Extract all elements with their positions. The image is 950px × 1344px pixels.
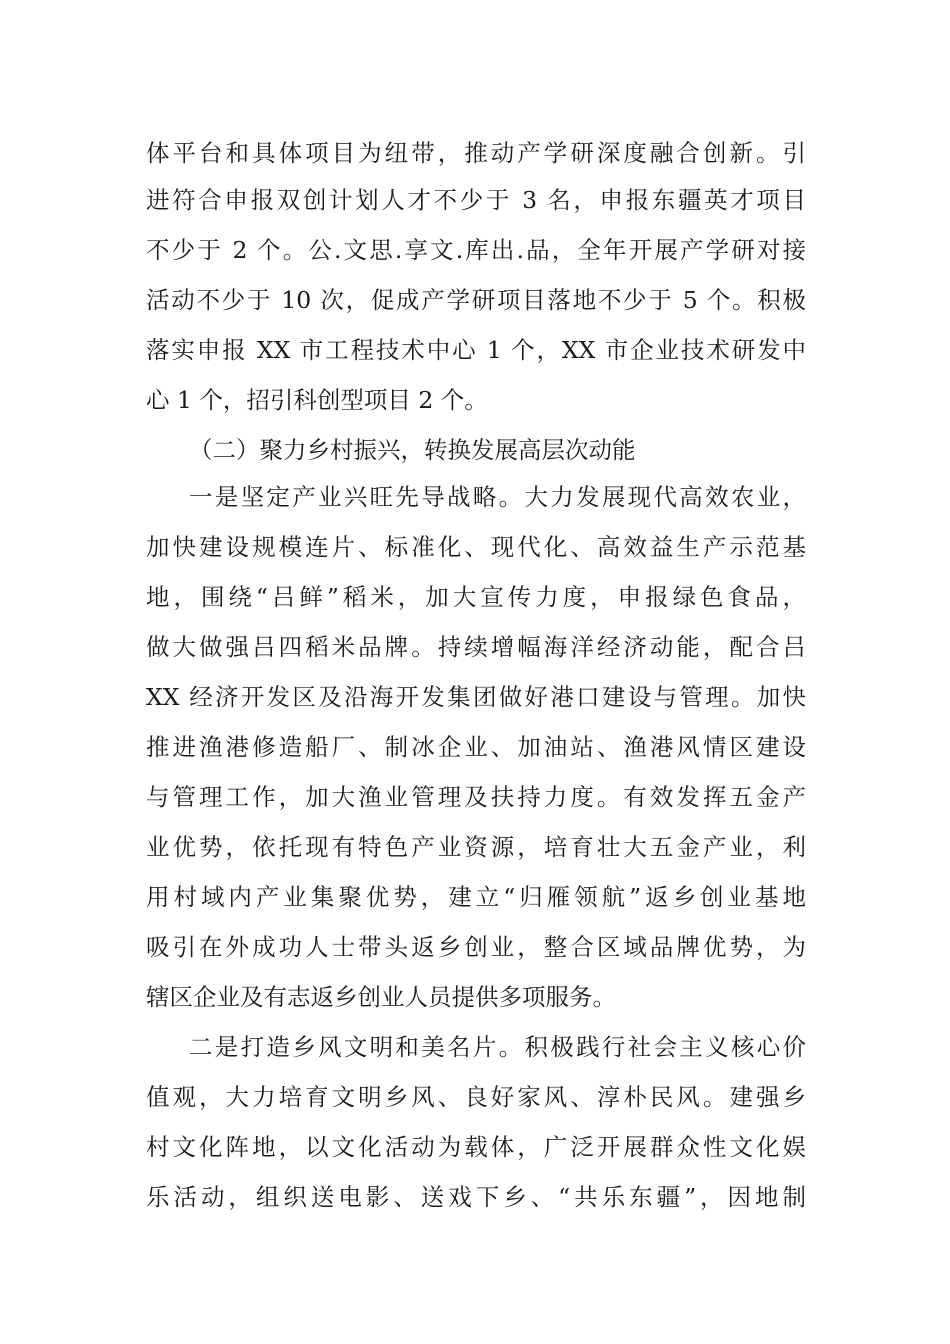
text-line: 乐活动，组织送电影、送戏下乡、“共乐东疆”，因地制 [146,1183,806,1211]
text-line: 做大做强吕四稻米品牌。持续增幅海洋经济动能，配合吕 [146,633,806,661]
text-line: 村文化阵地，以文化活动为载体，广泛开展群众性文化娱 [146,1133,806,1161]
text-line: 与管理工作，加大渔业管理及扶持力度。有效发挥五金产 [146,783,806,811]
text-line: 体平台和具体项目为纽带，推动产学研深度融合创新。引 [146,139,806,167]
text-line: 业优势，依托现有特色产业资源，培育壮大五金产业，利 [146,833,806,861]
text-line: 辖区企业及有志返乡创业人员提供多项服务。 [146,983,616,1011]
text-line: 进符合申报双创计划人才不少于 3 名，申报东疆英才项目 [146,186,806,214]
text-line: 吸引在外成功人士带头返乡创业，整合区域品牌优势，为 [146,933,806,961]
text-line: 二是打造乡风文明和美名片。积极践行社会主义核心价 [189,1033,806,1061]
section-heading: （二）聚力乡村振兴，转换发展高层次动能 [189,436,636,464]
text-line: 值观，大力培育文明乡风、良好家风、淳朴民风。建强乡 [146,1083,806,1111]
text-line: 推进渔港修造船厂、制冰企业、加油站、渔港风情区建设 [146,733,806,761]
text-line: 活动不少于 10 次，促成产学研项目落地不少于 5 个。积极 [146,286,806,314]
text-line: 加快建设规模连片、标准化、现代化、高效益生产示范基 [146,533,806,561]
text-line: 不少于 2 个。公.文思.享文.库出.品，全年开展产学研对接 [146,236,806,264]
text-line: 用村域内产业集聚优势，建立“归雁领航”返乡创业基地 [146,883,806,911]
text-line: 落实申报 XX 市工程技术中心 1 个，XX 市企业技术研发中 [146,336,806,364]
text-line: 地，围绕“吕鲜”稻米，加大宣传力度，申报绿色食品， [146,583,806,611]
text-line: 心 1 个，招引科创型项目 2 个。 [146,386,488,414]
text-line: 一是坚定产业兴旺先导战略。大力发展现代高效农业， [189,483,806,511]
text-line: XX 经济开发区及沿海开发集团做好港口建设与管理。加快 [146,683,806,711]
